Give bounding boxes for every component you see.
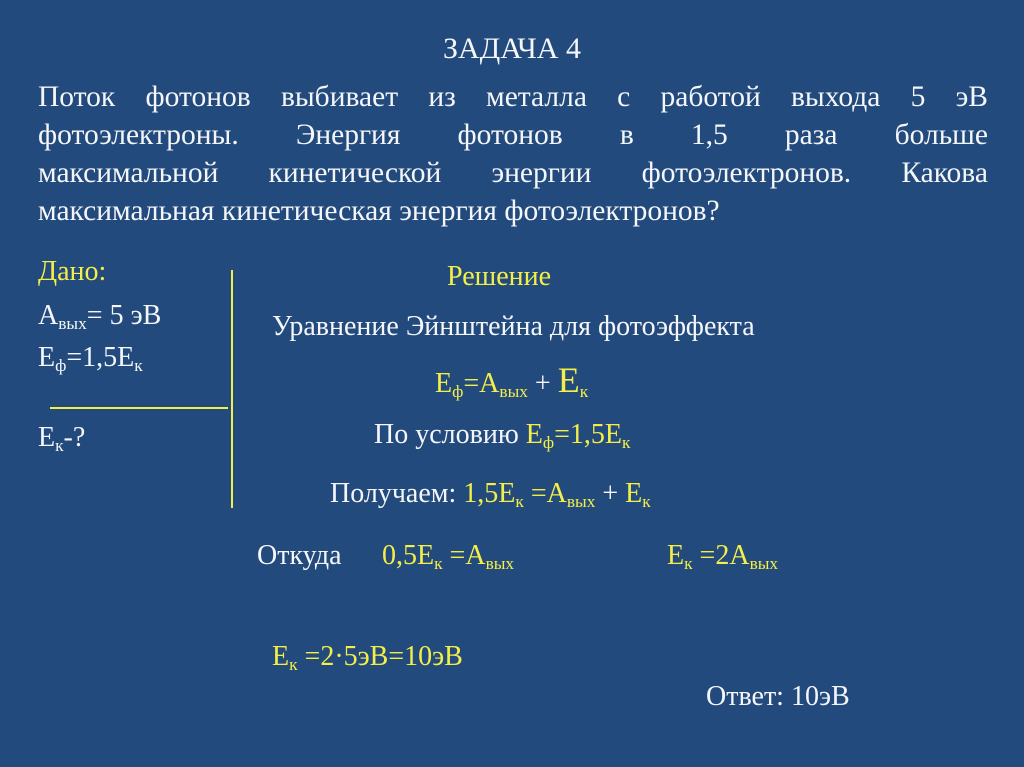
word: 1,5 — [690, 119, 728, 151]
word: энергии — [491, 157, 592, 189]
problem-line-1 — [38, 78, 988, 116]
derived-equation: Получаем: $1,5Е_к =А_{вых} + Е_к$ — [330, 478, 651, 511]
whence-label: Откуда — [257, 540, 342, 571]
word: фотоэлектронов. — [641, 157, 852, 189]
word: максимальной — [38, 157, 219, 189]
equation-name: Уравнение Эйнштейна для фотоэффекта — [272, 311, 755, 342]
word: максимальная кинетическая энергия фотоэлектронов? — [38, 195, 720, 227]
word: из — [428, 81, 456, 113]
word: фотонов — [457, 119, 563, 151]
problem-line-3 — [38, 154, 988, 192]
word: раза — [784, 119, 838, 151]
word: больше — [894, 119, 988, 151]
word: 5 — [910, 81, 926, 113]
given-work-function: $А_{вых}= 5$ эВ — [38, 300, 162, 333]
whence-equation: $0,5Е_к =А_{вых}$ — [382, 540, 515, 573]
task-title: ЗАДАЧА 4 — [443, 32, 581, 65]
kinetic-energy-expression: $Е_к =2А_{вых}$ — [667, 540, 779, 573]
word: Какова — [901, 157, 988, 189]
given-divider-horizontal — [50, 407, 228, 409]
word: эВ — [955, 81, 988, 113]
given-photon-energy: $Е_ф=1,5Е_к$ — [38, 342, 143, 375]
word: фотонов — [145, 81, 251, 113]
word: работой — [660, 81, 761, 113]
answer: Ответ: 10эВ — [706, 681, 850, 712]
word: выхода — [791, 81, 881, 113]
calculation: $Е_к =2\cdot 5эВ=10эВ$ — [272, 641, 463, 674]
word: в — [619, 119, 634, 151]
word: Энергия — [295, 119, 401, 151]
word: кинетической — [268, 157, 442, 189]
problem-text — [38, 78, 988, 230]
einstein-equation: $Е_ф=А_{вых} + Е_к$ — [435, 360, 589, 401]
word: фотоэлектроны. — [38, 119, 239, 151]
word: металла — [486, 81, 587, 113]
word: Поток — [38, 81, 116, 113]
problem-line-4 — [38, 192, 988, 230]
solution-heading: Решение — [447, 261, 552, 292]
given-heading: Дано: — [38, 256, 107, 287]
condition-line: По условию $Е_ф=1,5Е_к$ — [374, 419, 631, 452]
given-divider-vertical — [231, 270, 233, 508]
problem-line-2 — [38, 116, 988, 154]
given-unknown: $Е_к-$? — [38, 422, 86, 455]
word: с — [617, 81, 631, 113]
word: выбивает — [280, 81, 399, 113]
